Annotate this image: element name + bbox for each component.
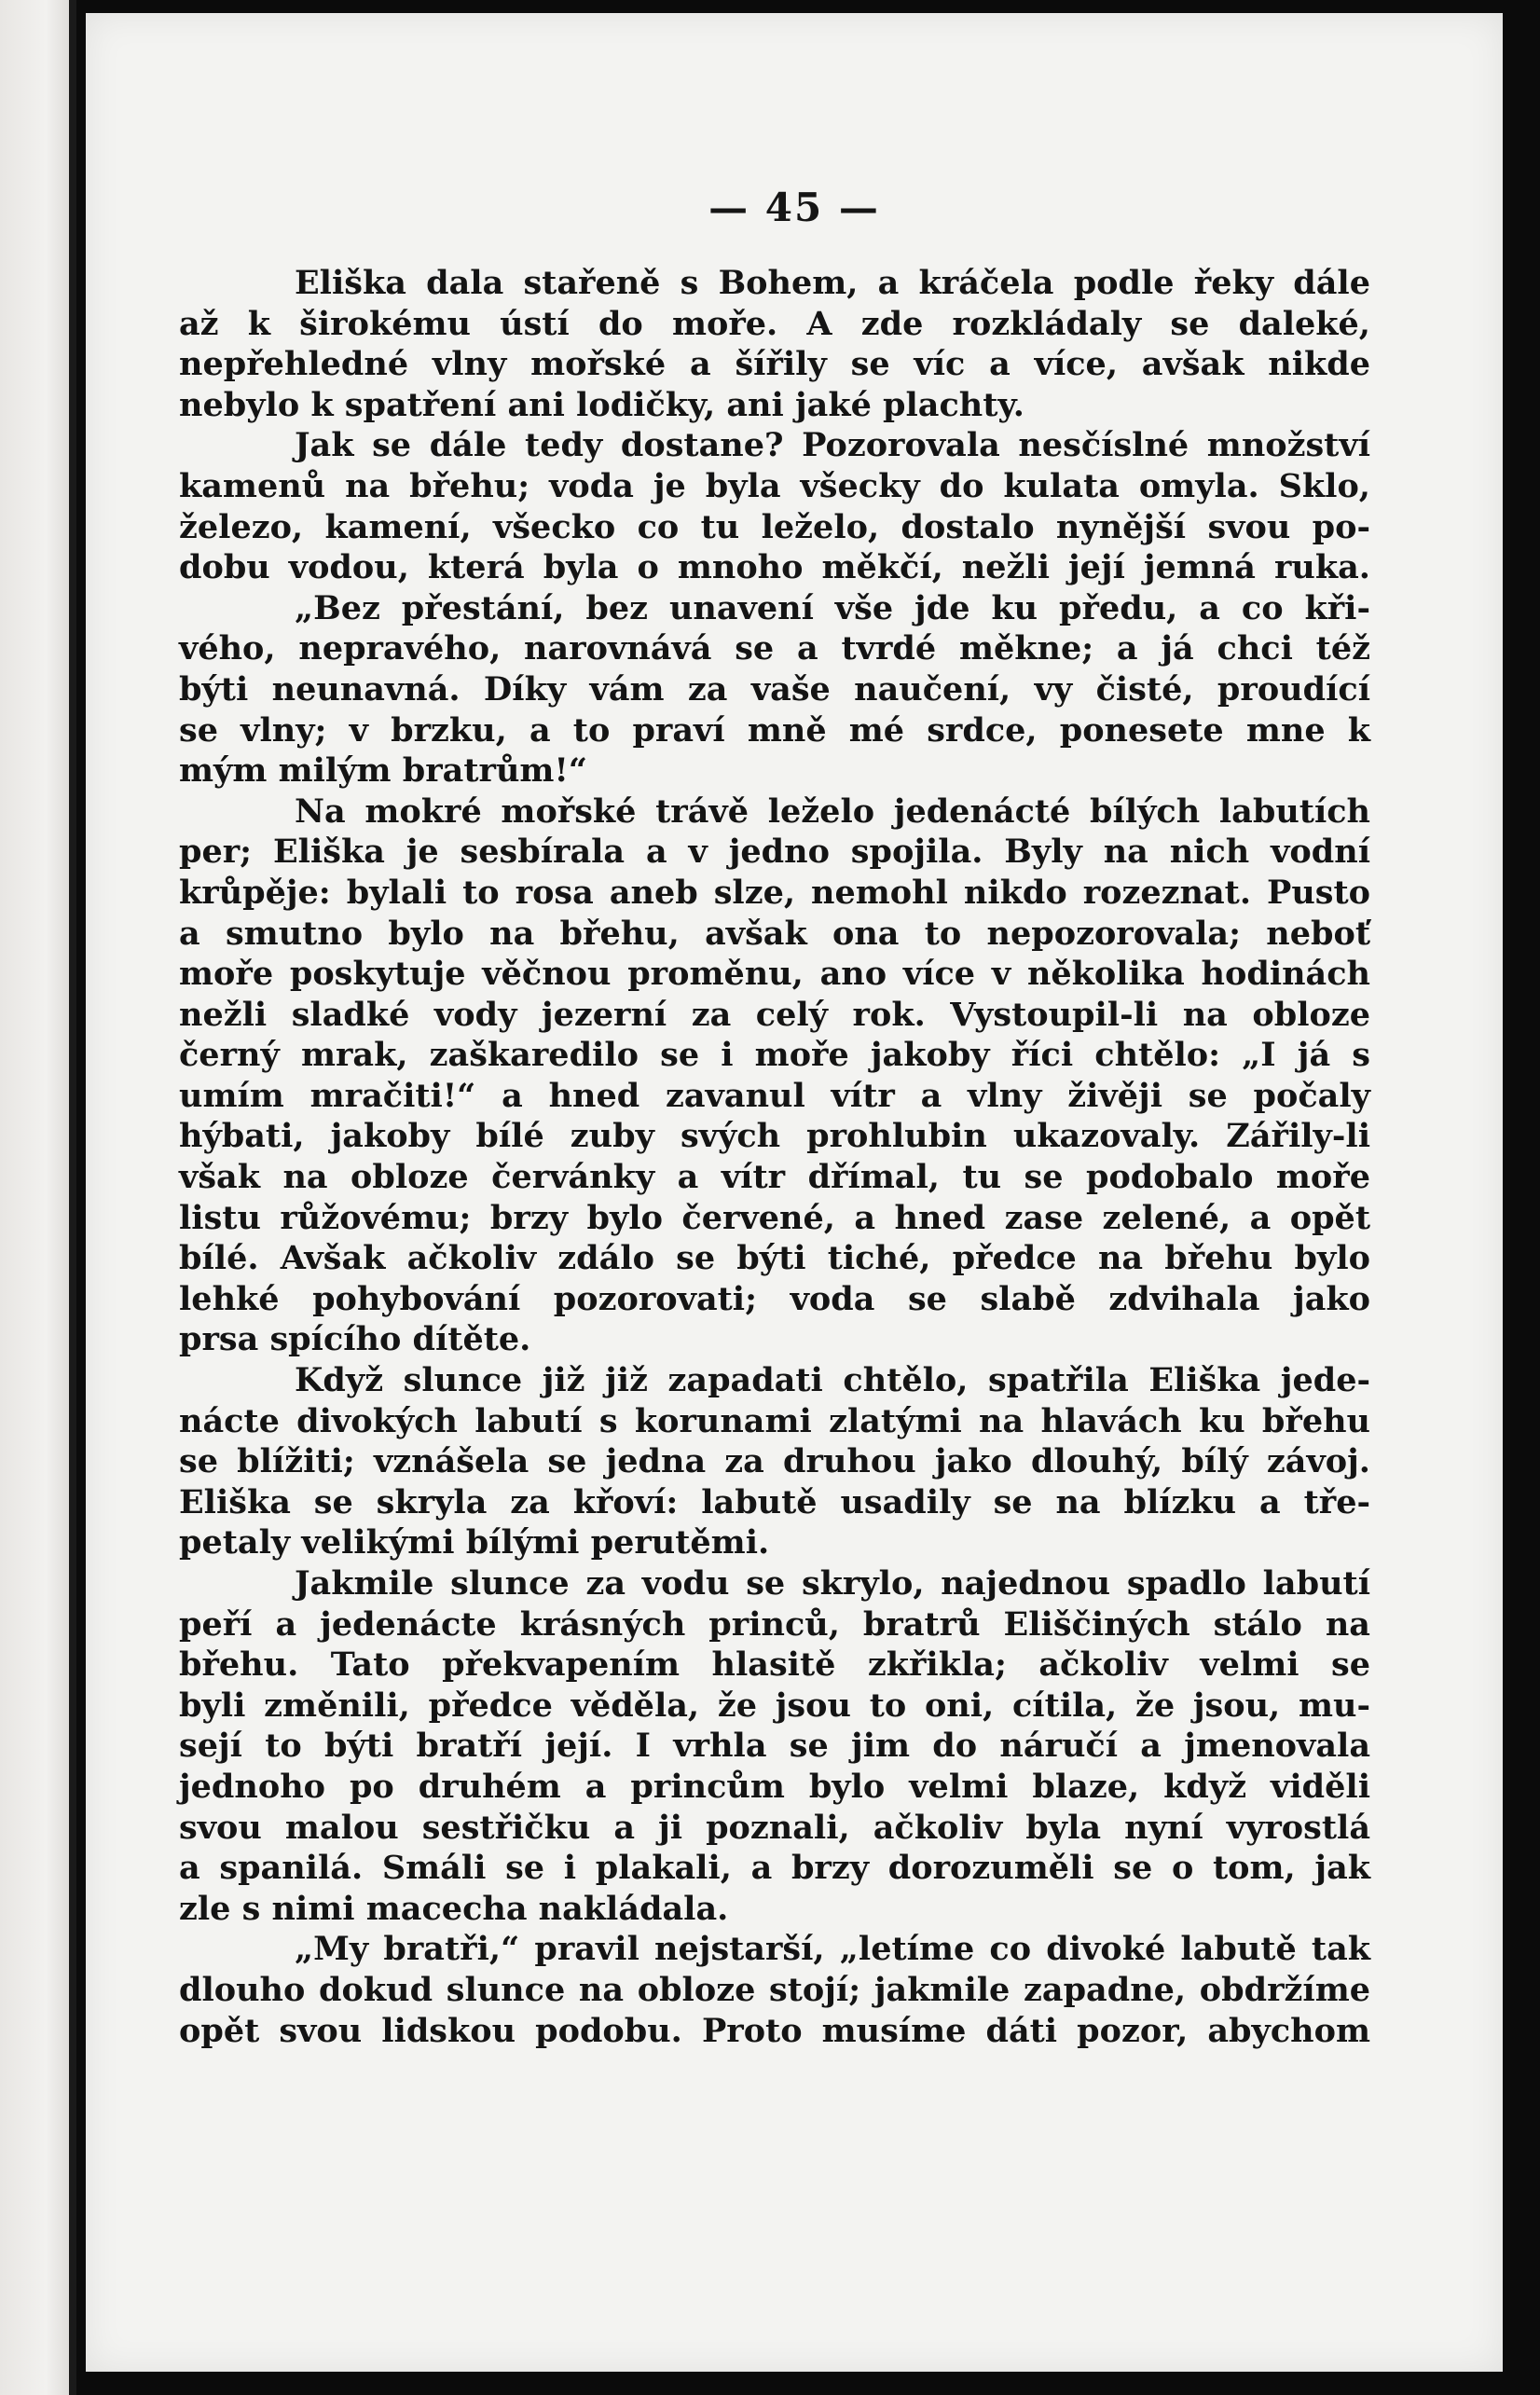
text-line: bílé. Avšak ačkoliv zdálo se býti tiché, předce na břehu bylo bbox=[179, 1239, 1370, 1278]
text-line: krůpěje: bylali to rosa aneb slze, nemohl nikdo rozeznat. Pusto bbox=[179, 873, 1370, 912]
text-line: Jak se dále tedy dostane? Pozorovala nesčíslné množství bbox=[295, 426, 1370, 465]
text-line: kamenů na břehu; voda je byla všecky do kulata omyla. Sklo, bbox=[179, 466, 1370, 505]
text-line: nežli sladké vody jezerní za celý rok. Vystoupil-li na obloze bbox=[179, 995, 1370, 1034]
text-line: a spanilá. Smáli se i plakali, a brzy dorozuměli se o tom, jak bbox=[179, 1849, 1370, 1888]
text-line: peří a jedenácte krásných princů, bratrů Eliščiných stálo na bbox=[179, 1604, 1370, 1644]
text-line: svou malou sestřičku a ji poznali, ačkoliv byla nyní vyrostlá bbox=[179, 1808, 1370, 1847]
text-line: až k širokému ústí do moře. A zde rozkládaly se daleké, bbox=[179, 304, 1370, 343]
text-line: dlouho dokud slunce na obloze stojí; jakmile zapadne, obdržíme bbox=[179, 1970, 1370, 2009]
text-line: železo, kamení, všecko co tu leželo, dostalo nynější svou po- bbox=[179, 507, 1370, 546]
text-line: byli změnili, předce věděla, že jsou to oni, cítila, že jsou, mu- bbox=[179, 1686, 1370, 1725]
adjacent-page-edge bbox=[0, 0, 76, 2395]
book-page bbox=[86, 13, 1503, 2372]
text-line: petaly velikými bílými perutěmi. bbox=[179, 1523, 770, 1562]
text-line: břehu. Tato překvapením hlasitě zkřikla; ačkoliv velmi se bbox=[179, 1645, 1370, 1685]
text-line: nácte divokých labutí s korunami zlatými na hlavách ku břehu bbox=[179, 1401, 1370, 1440]
text-line: jednoho po druhém a princům bylo velmi blaze, když viděli bbox=[179, 1767, 1370, 1806]
text-line: vého, nepravého, narovnává se a tvrdé měkne; a já chci též bbox=[179, 629, 1370, 668]
text-line: „Bez přestání, bez unavení vše jde ku předu, a co kři- bbox=[295, 588, 1370, 627]
text-line: nepřehledné vlny mořské a šířily se víc a více, avšak nikde bbox=[179, 345, 1370, 384]
text-line: se blížiti; vznášela se jedna za druhou jako dlouhý, bílý závoj. bbox=[179, 1442, 1370, 1481]
text-line: nebylo k spatření ani lodičky, ani jaké plachty. bbox=[179, 385, 1024, 424]
text-line: a smutno bylo na břehu, avšak ona to nepozorovala; neboť bbox=[179, 914, 1370, 953]
text-line: lehké pohybování pozorovati; voda se slabě zdvihala jako bbox=[179, 1279, 1370, 1318]
text-line: Eliška dala stařeně s Bohem, a kráčela podle řeky dále bbox=[295, 264, 1370, 302]
text-line: mým milým bratrům!“ bbox=[179, 751, 587, 791]
text-line: Na mokré mořské trávě leželo jedenácté bílých labutích bbox=[295, 791, 1370, 831]
text-line: „My bratři,“ pravil nejstarší, „letíme co divoké labutě tak bbox=[295, 1930, 1370, 1969]
text-line: opět svou lidskou podobu. Proto musíme dáti pozor, abychom bbox=[179, 2011, 1370, 2050]
text-line: býti neunavná. Díky vám za vaše naučení, vy čisté, proudící bbox=[179, 669, 1370, 709]
text-line: Eliška se skryla za křoví: labutě usadily se na blízku a tře- bbox=[179, 1482, 1370, 1521]
text-line: Když slunce již již zapadati chtělo, spatřila Eliška jede- bbox=[295, 1361, 1370, 1400]
text-line: per; Eliška je sesbírala a v jedno spojila. Byly na nich vodní bbox=[179, 833, 1370, 872]
book-spine-shadow bbox=[69, 0, 76, 2395]
body-text bbox=[179, 263, 1370, 2051]
text-line: umím mračiti!“ a hned zavanul vítr a vlny živěji se počaly bbox=[179, 1076, 1370, 1115]
text-line: moře poskytuje věčnou proměnu, ano více v několika hodinách bbox=[179, 955, 1370, 994]
text-line: listu růžovému; brzy bylo červené, a hned zase zelené, a opět bbox=[179, 1198, 1370, 1237]
text-line: však na obloze červánky a vítr dřímal, tu se podobalo moře bbox=[179, 1158, 1370, 1197]
text-line: sejí to býti bratří její. I vrhla se jim do náručí a jmenovala bbox=[179, 1727, 1370, 1766]
text-line: černý mrak, zaškaredilo se i moře jakoby říci chtělo: „I já s bbox=[179, 1036, 1370, 1075]
page-number: — 45 — bbox=[708, 185, 880, 230]
text-line: hýbati, jakoby bílé zuby svých prohlubin ukazovaly. Zářily-li bbox=[179, 1117, 1370, 1156]
text-line: dobu vodou, která byla o mnoho měkčí, nežli její jemná ruka. bbox=[179, 548, 1370, 587]
text-line: Jakmile slunce za vodu se skrylo, najednou spadlo labutí bbox=[295, 1564, 1370, 1603]
text-line: zle s nimi macecha nakládala. bbox=[179, 1889, 729, 1928]
text-line: se vlny; v brzku, a to praví mně mé srdce, ponesete mne k bbox=[179, 710, 1370, 750]
text-line: prsa spícího dítěte. bbox=[179, 1320, 531, 1359]
